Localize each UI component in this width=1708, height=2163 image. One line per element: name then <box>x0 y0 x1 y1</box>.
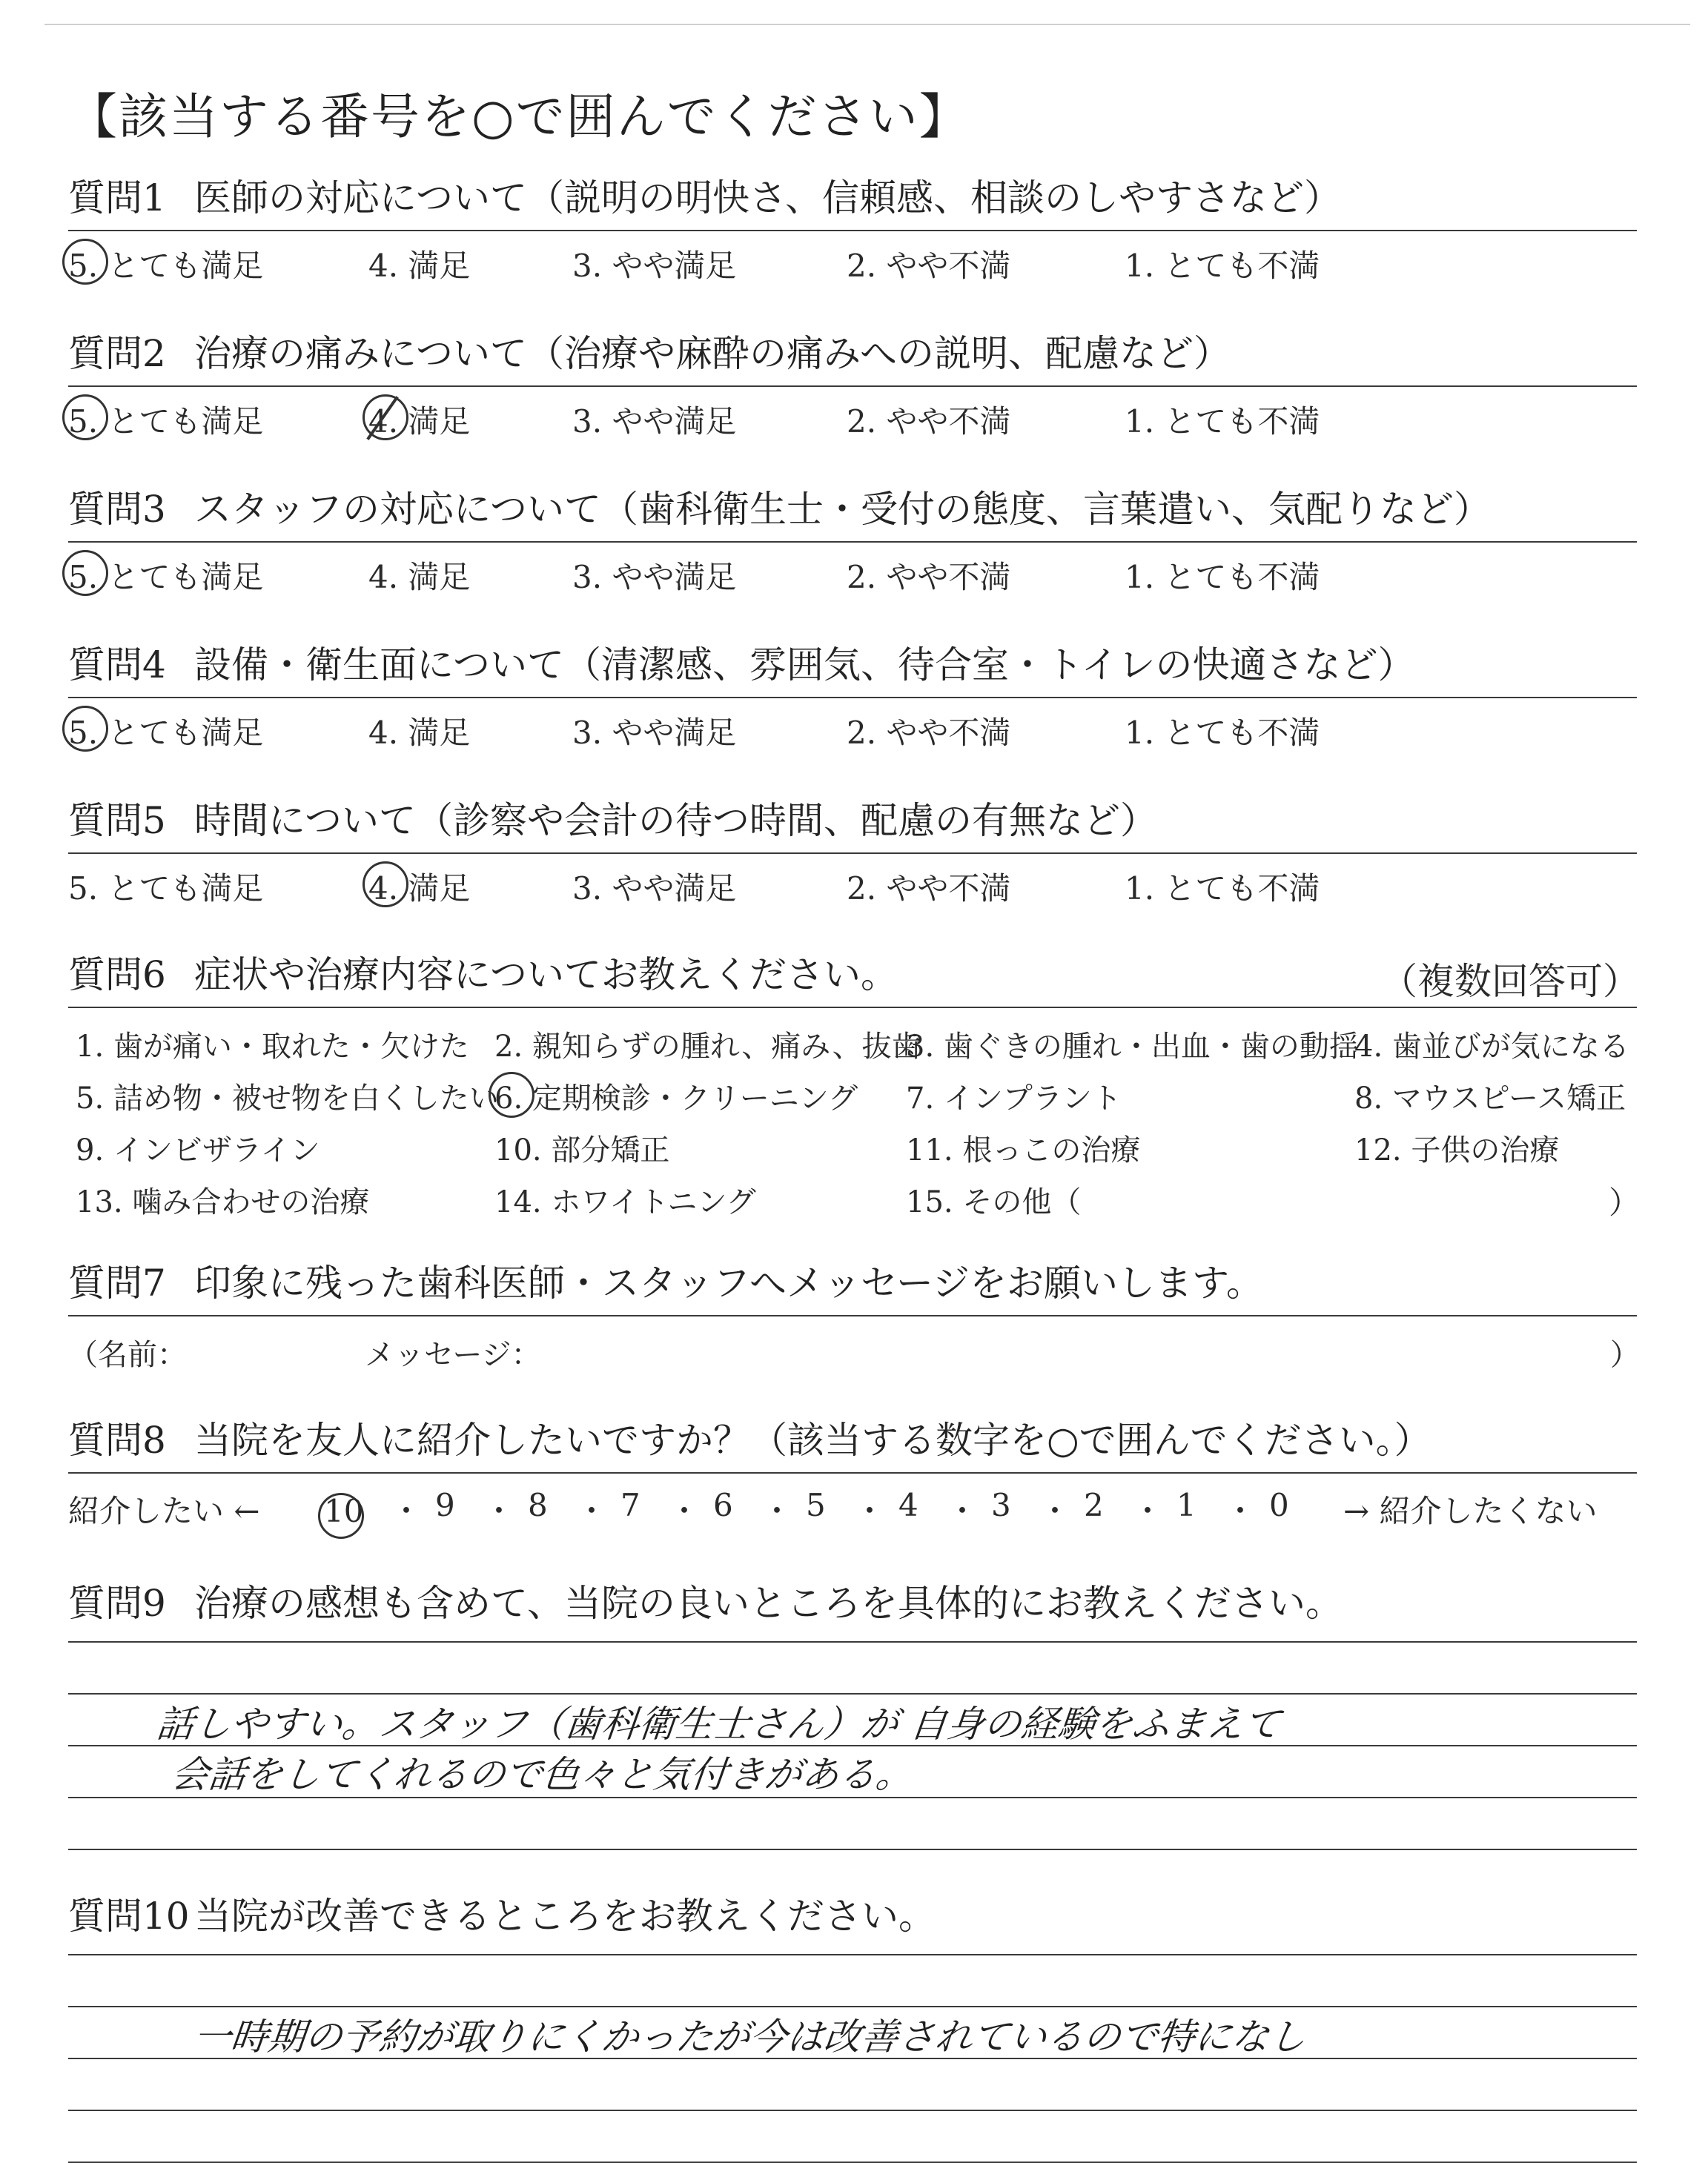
rule-line <box>68 1315 1637 1316</box>
question-title: 医師の対応について（説明の明快さ、信頼感、相談のしやすさなど） <box>194 176 1341 219</box>
question-2 <box>68 331 1640 440</box>
recommend-scale: 紹介したい ← 10 ・ 9 ・ 8 ・ 7 ・ 6 ・ 5 ・ 4 ・ 3 ・ 2 ・ 1 ・ 0 → 紹介したくない <box>68 1481 1640 1533</box>
option-2[interactable]: 2. やや不満 <box>847 248 1011 284</box>
message-label: メッセージ： <box>365 1338 541 1372</box>
question-number: 質問2 <box>68 332 166 375</box>
question-4 <box>68 642 1640 749</box>
message-row <box>68 1327 1640 1371</box>
scale-value[interactable]: 6 <box>713 1487 733 1523</box>
page-heading: 【該当する番号を○で囲んでください】 <box>68 88 970 145</box>
rule-line <box>68 697 1637 698</box>
question-title: 時間について（診察や会計の待つ時間、配慮の有無など） <box>194 799 1157 842</box>
option-3[interactable]: 3. やや満足 <box>572 870 737 907</box>
rating-options <box>68 704 1640 749</box>
option-4[interactable]: 4. 満足 <box>368 248 471 284</box>
question-number: 質問1 <box>68 176 166 219</box>
question-number: 質問4 <box>68 643 166 686</box>
option-5[interactable]: 5. とても満足 <box>68 242 263 286</box>
question-title: スタッフの対応について（歯科衛生士・受付の態度、言葉遣い、気配りなど） <box>194 488 1491 531</box>
rule-line <box>68 1472 1637 1474</box>
scale-value[interactable]: 1 <box>1176 1487 1196 1523</box>
treatment-option[interactable]: 11. 根っこの治療 <box>906 1133 1141 1167</box>
treatment-option-circled[interactable]: 6. 定期検診・クリーニング <box>494 1075 858 1117</box>
hand-circle-mark <box>363 861 408 907</box>
message-close-paren: ） <box>1610 1338 1640 1372</box>
treatment-option[interactable]: 14. ホワイトニング <box>494 1185 756 1219</box>
option-2[interactable]: 2. やや不満 <box>847 715 1011 751</box>
treatment-option[interactable]: 9. インビザライン <box>76 1133 320 1167</box>
question-title: 治療の痛みについて（治療や麻酔の痛みへの説明、配慮など） <box>194 332 1231 375</box>
rule-line <box>68 230 1637 231</box>
scale-value[interactable]: 9 <box>435 1487 455 1523</box>
option-1[interactable]: 1. とても不満 <box>1125 403 1320 440</box>
rule-line <box>68 541 1637 543</box>
scale-right-label: → 紹介したくない <box>1343 1493 1598 1529</box>
option-5[interactable]: 5. とても満足 <box>68 397 263 442</box>
scale-value[interactable]: 8 <box>528 1487 548 1523</box>
question-number: 質問5 <box>68 799 166 842</box>
option-1[interactable]: 1. とても不満 <box>1125 715 1320 751</box>
writing-line <box>68 1849 1637 1850</box>
question-3 <box>68 486 1640 593</box>
option-4[interactable]: 4. 満足 <box>368 715 471 751</box>
question-title: 設備・衛生面について（清潔感、雰囲気、待合室・トイレの快適さなど） <box>194 643 1415 686</box>
treatment-options <box>68 1023 1640 1245</box>
scale-dot: ・ <box>947 1493 979 1529</box>
rating-options <box>68 393 1640 440</box>
name-label: （名前： <box>68 1338 187 1372</box>
hand-circle-mark <box>62 706 108 752</box>
writing-line <box>68 2110 1637 2111</box>
question-9 <box>68 1580 1640 1796</box>
rating-options <box>68 549 1640 593</box>
question-number: 質問10 <box>68 1895 190 1938</box>
hand-circle-mark <box>62 239 108 285</box>
option-2[interactable]: 2. やや不満 <box>847 559 1011 595</box>
option-2[interactable]: 2. やや不満 <box>847 870 1011 907</box>
multiple-answers-note: （複数回答可） <box>1380 960 1640 1003</box>
scale-value[interactable]: 4 <box>898 1487 918 1523</box>
question-title: 当院が改善できるところをお教えください。 <box>194 1895 936 1938</box>
scale-value[interactable]: 7 <box>620 1487 640 1523</box>
treatment-option[interactable]: 8. マウスピース矯正 <box>1354 1082 1626 1116</box>
treatment-option[interactable]: 3. 歯ぐきの腫れ・出血・歯の動揺 <box>906 1030 1359 1064</box>
rating-options <box>68 237 1640 282</box>
option-1[interactable]: 1. とても不満 <box>1125 248 1320 284</box>
option-5[interactable]: 5. とても満足 <box>68 553 263 597</box>
question-6 <box>68 952 1640 1245</box>
scale-dot: ・ <box>854 1493 886 1529</box>
scale-dot: ・ <box>391 1493 423 1529</box>
treatment-option[interactable]: 5. 詰め物・被せ物を白くしたい <box>76 1082 499 1116</box>
option-3[interactable]: 3. やや満足 <box>572 403 737 440</box>
treatment-option[interactable]: 12. 子供の治療 <box>1354 1133 1560 1167</box>
handwritten-answer: 一時期の予約が取りにくかったが今は改善されているので特になし <box>191 2015 1308 2058</box>
treatment-option[interactable]: 15. その他（ <box>906 1185 1082 1219</box>
writing-line <box>68 1641 1637 1643</box>
option-3[interactable]: 3. やや満足 <box>572 248 737 284</box>
option-4[interactable]: 4. 満足 <box>368 864 470 909</box>
hand-circle-mark <box>489 1072 534 1118</box>
scale-dot: ・ <box>669 1493 701 1529</box>
option-5[interactable]: 5. とても満足 <box>68 709 263 753</box>
question-number: 質問6 <box>68 953 166 996</box>
treatment-option[interactable]: 13. 噛み合わせの治療 <box>76 1185 370 1219</box>
scale-left-label: 紹介したい ← <box>68 1493 260 1529</box>
question-5 <box>68 798 1640 907</box>
scale-value[interactable]: 5 <box>806 1487 826 1523</box>
question-number: 質問3 <box>68 488 166 531</box>
other-close-paren: ） <box>1608 1185 1640 1221</box>
option-4[interactable]: 4. 満足 <box>368 397 470 442</box>
option-5[interactable]: 5. とても満足 <box>68 870 264 907</box>
handwritten-answer: 話しやすい。スタッフ（歯科衛生士さん）が 自身の経験をふまえて <box>154 1703 1283 1746</box>
question-8 <box>68 1417 1640 1533</box>
question-title: 治療の感想も含めて、当院の良いところを具体的にお教えください。 <box>194 1582 1343 1625</box>
question-number: 質問8 <box>68 1419 166 1462</box>
question-7 <box>68 1260 1640 1371</box>
treatment-option[interactable]: 10. 部分矯正 <box>494 1133 670 1167</box>
scale-dot: ・ <box>761 1493 793 1529</box>
option-3[interactable]: 3. やや満足 <box>572 715 737 751</box>
rating-options <box>68 860 1640 907</box>
question-title: 印象に残った歯科医師・スタッフへメッセージをお願いします。 <box>194 1262 1263 1305</box>
writing-line <box>68 1954 1637 1955</box>
option-1[interactable]: 1. とても不満 <box>1125 559 1320 595</box>
hand-circle-mark <box>62 550 108 596</box>
question-number: 質問9 <box>68 1582 166 1625</box>
scale-dot: ・ <box>1039 1493 1071 1529</box>
scale-dot: ・ <box>483 1493 515 1529</box>
question-title: 当院を友人に紹介したいですか？（該当する数字を○で囲んでください。） <box>194 1419 1431 1462</box>
scale-value[interactable]: 2 <box>1084 1487 1104 1523</box>
option-4[interactable]: 4. 満足 <box>368 559 471 595</box>
scale-dot: ・ <box>1225 1493 1257 1529</box>
scale-value[interactable]: 0 <box>1269 1487 1289 1523</box>
treatment-option[interactable]: 4. 歯並びが気になる <box>1354 1030 1629 1064</box>
hand-circle-mark <box>62 394 108 440</box>
scale-dot: ・ <box>576 1493 608 1529</box>
question-number: 質問7 <box>68 1262 166 1305</box>
handwritten-answer: 会話をしてくれるので色々と気付きがある。 <box>169 1753 916 1796</box>
question-10 <box>68 1893 1640 2058</box>
option-1[interactable]: 1. とても不満 <box>1125 870 1320 907</box>
rule-line <box>68 852 1637 854</box>
question-1 <box>68 175 1640 282</box>
option-3[interactable]: 3. やや満足 <box>572 559 737 595</box>
treatment-option[interactable]: 2. 親知らずの腫れ、痛み、抜歯 <box>494 1030 921 1064</box>
rule-line <box>68 385 1637 387</box>
rule-line <box>68 1007 1637 1008</box>
page-top-edge <box>44 24 1690 25</box>
question-title: 症状や治療内容についてお教えください。 <box>194 953 898 996</box>
treatment-option[interactable]: 7. インプラント <box>906 1082 1122 1116</box>
scale-value[interactable]: 3 <box>991 1487 1011 1523</box>
option-2[interactable]: 2. やや不満 <box>847 403 1011 440</box>
scale-dot: ・ <box>1132 1493 1164 1529</box>
treatment-option[interactable]: 1. 歯が痛い・取れた・欠けた <box>76 1030 469 1064</box>
